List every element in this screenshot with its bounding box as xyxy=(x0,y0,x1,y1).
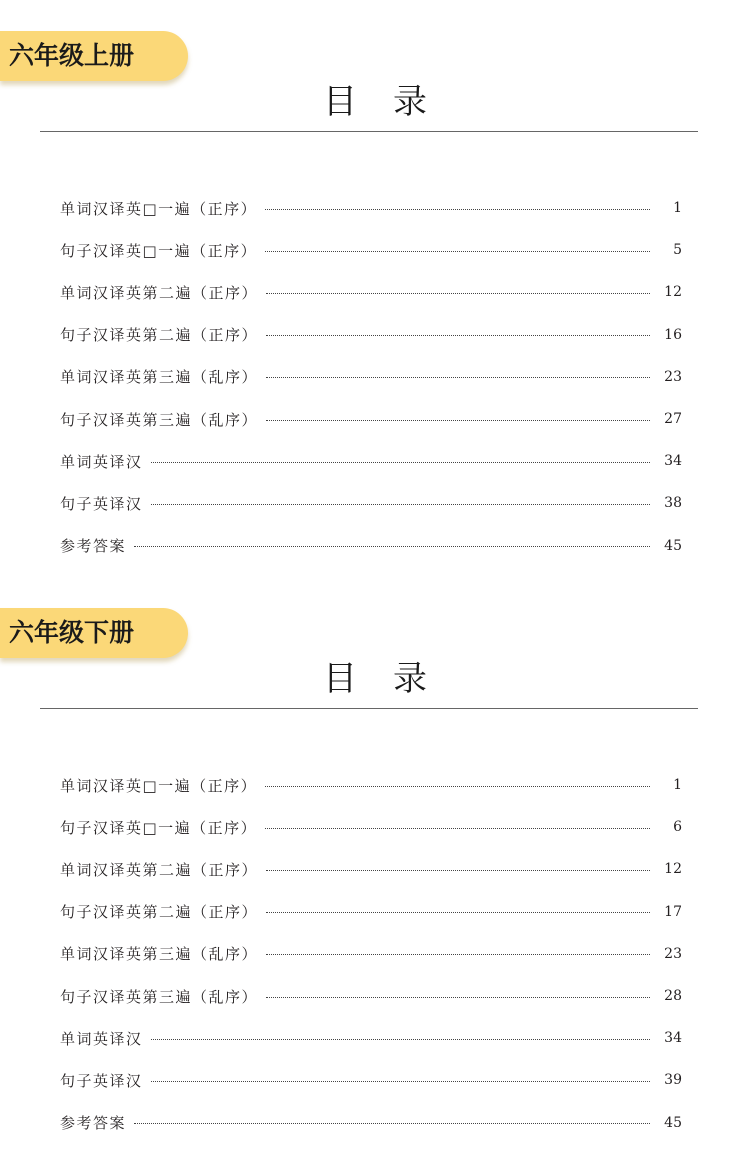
dot-leader xyxy=(134,1123,650,1124)
dot-leader xyxy=(265,828,650,829)
toc-entry-page: 23 xyxy=(664,945,682,962)
toc-entry-text: 句子汉译英□一遍（正序） xyxy=(60,818,258,837)
dot-leader xyxy=(134,546,650,547)
toc-entry[interactable] xyxy=(60,229,682,271)
toc-title: 目录 xyxy=(323,82,463,122)
toc-entry-page: 12 xyxy=(664,861,682,878)
toc-entry[interactable] xyxy=(60,271,682,313)
title-divider xyxy=(40,708,698,709)
toc-entry[interactable] xyxy=(60,398,682,440)
dot-leader xyxy=(266,912,650,913)
dot-leader xyxy=(266,335,650,336)
toc-entry-page: 17 xyxy=(664,903,682,920)
toc-entry-page: 34 xyxy=(664,453,682,470)
toc-entry[interactable] xyxy=(60,764,682,806)
grade-label: 六年级上册 xyxy=(9,41,135,70)
dot-leader xyxy=(266,293,650,294)
toc-entry[interactable] xyxy=(60,482,682,524)
dot-leader xyxy=(266,420,650,421)
toc-entry-page: 6 xyxy=(673,819,682,836)
toc-entry[interactable] xyxy=(60,933,682,975)
toc-entry[interactable] xyxy=(60,806,682,848)
toc-entry[interactable] xyxy=(60,1059,682,1101)
toc-entry-page: 1 xyxy=(673,777,682,794)
toc-title: 目录 xyxy=(323,659,463,699)
toc-entry-text: 参考答案 xyxy=(60,1114,127,1133)
dot-leader xyxy=(151,1081,650,1082)
dot-leader xyxy=(266,954,650,955)
toc-entry-text: 单词汉译英第三遍（乱序） xyxy=(60,945,259,964)
dot-leader xyxy=(151,504,650,505)
toc-entry[interactable] xyxy=(60,891,682,933)
title-divider xyxy=(40,131,698,132)
toc-entry-text: 句子汉译英第三遍（乱序） xyxy=(60,987,259,1006)
toc-entry-text: 参考答案 xyxy=(60,537,127,556)
toc-entry-text: 句子英译汉 xyxy=(60,1071,143,1090)
dot-leader xyxy=(265,251,650,252)
toc-entry-text: 单词汉译英□一遍（正序） xyxy=(60,776,258,795)
toc-entry-text: 单词汉译英第二遍（正序） xyxy=(60,860,259,879)
toc-entry[interactable] xyxy=(60,356,682,398)
toc-entry-text: 句子汉译英第二遍（正序） xyxy=(60,903,259,922)
toc-entry[interactable] xyxy=(60,975,682,1017)
dot-leader xyxy=(266,997,650,998)
toc-section-lower xyxy=(0,577,750,1154)
dot-leader xyxy=(151,462,650,463)
toc-entry-page: 5 xyxy=(673,242,682,259)
toc-entry-text: 句子汉译英□一遍（正序） xyxy=(60,241,258,260)
toc-entry-text: 单词汉译英第三遍（乱序） xyxy=(60,368,259,387)
toc-entry-page: 12 xyxy=(664,284,682,301)
toc-entry-page: 27 xyxy=(664,411,682,428)
toc-entry-text: 句子汉译英第二遍（正序） xyxy=(60,326,259,345)
toc-entry-page: 23 xyxy=(664,368,682,385)
toc-entry-text: 单词英译汉 xyxy=(60,1029,143,1048)
dot-leader xyxy=(265,786,650,787)
dot-leader xyxy=(266,870,650,871)
toc-entry-page: 38 xyxy=(664,495,682,512)
toc-entry[interactable] xyxy=(60,1102,682,1144)
toc-entry[interactable] xyxy=(60,525,682,567)
toc-entry-page: 1 xyxy=(673,200,682,217)
toc-entry[interactable] xyxy=(60,314,682,356)
toc-entry-page: 28 xyxy=(664,988,682,1005)
toc-list xyxy=(60,764,682,1144)
toc-entry-page: 45 xyxy=(664,537,682,554)
toc-entry[interactable] xyxy=(60,1017,682,1059)
toc-entry-text: 句子英译汉 xyxy=(60,494,143,513)
toc-list xyxy=(60,187,682,567)
toc-entry-page: 34 xyxy=(664,1030,682,1047)
grade-label: 六年级下册 xyxy=(9,618,135,647)
toc-entry[interactable] xyxy=(60,440,682,482)
toc-entry-text: 单词汉译英第二遍（正序） xyxy=(60,283,259,302)
toc-entry-text: 单词英译汉 xyxy=(60,452,143,471)
toc-entry[interactable] xyxy=(60,187,682,229)
toc-entry-text: 句子汉译英第三遍（乱序） xyxy=(60,410,259,429)
dot-leader xyxy=(265,209,650,210)
toc-entry-text: 单词汉译英□一遍（正序） xyxy=(60,199,258,218)
toc-entry-page: 39 xyxy=(664,1072,682,1089)
dot-leader xyxy=(266,377,650,378)
toc-entry-page: 45 xyxy=(664,1114,682,1131)
toc-entry-page: 16 xyxy=(664,326,682,343)
dot-leader xyxy=(151,1039,650,1040)
toc-entry[interactable] xyxy=(60,848,682,890)
